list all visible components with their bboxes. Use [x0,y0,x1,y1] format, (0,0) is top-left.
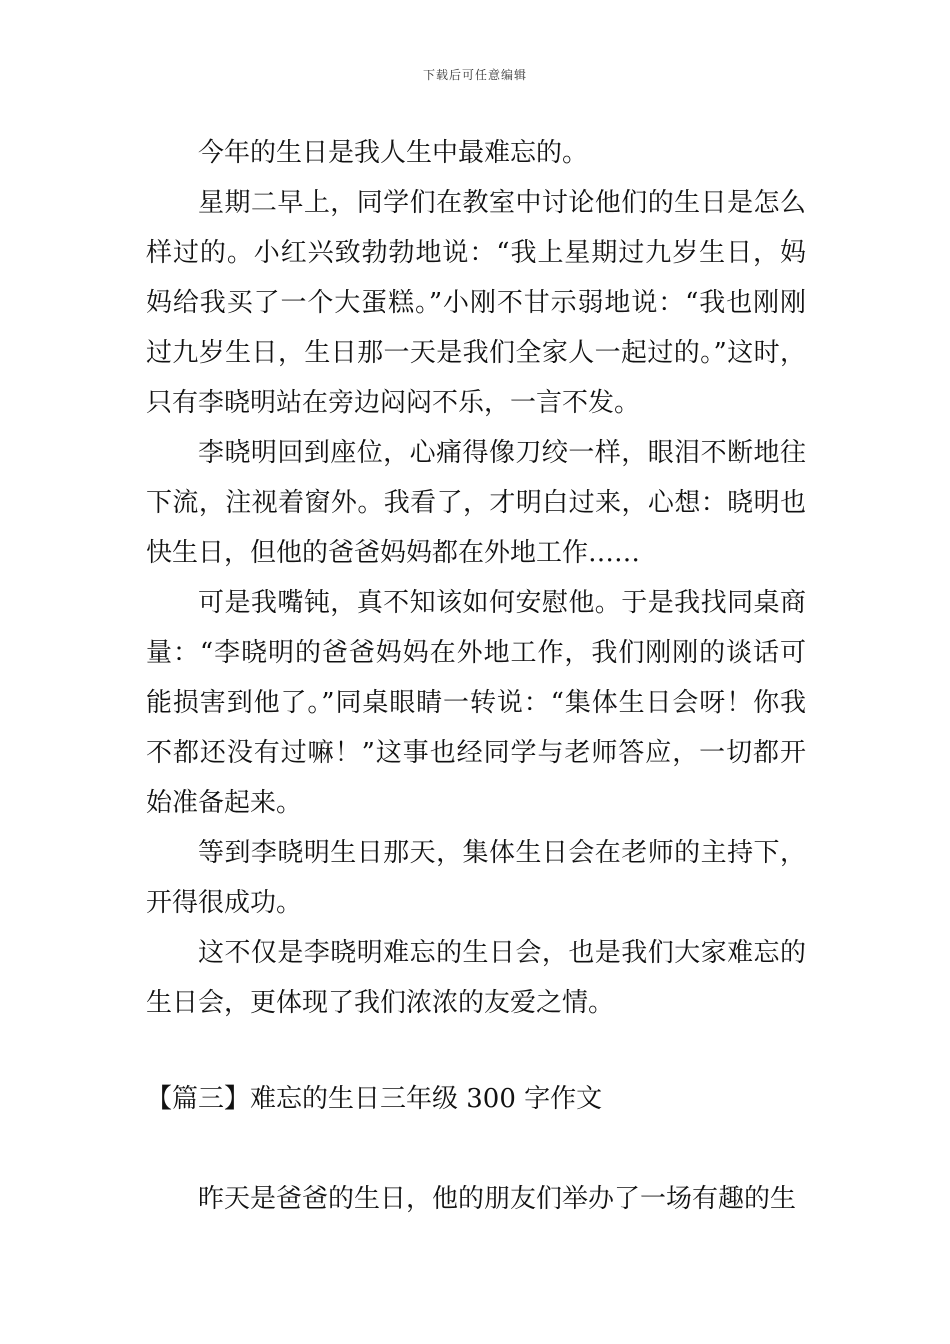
paragraph-2: 星期二早上，同学们在教室中讨论他们的生日是怎么样过的。小红兴致勃勃地说：“我上星期过九岁生日，妈妈给我买了一个大蛋糕。”小刚不甘示弱地说：“我也刚刚过九岁生日，生日那一天是我们全家人一起过的。”这时，只有李晓明站在旁边闷闷不乐，一言不发。 [146,188,806,418]
paragraph-6: 这不仅是李晓明难忘的生日会，也是我们大家难忘的生日会，更体现了我们浓浓的友爱之情。 [146,938,806,1018]
section-title: 【篇三】难忘的生日三年级 300 字作文 [146,1084,603,1114]
paragraph-5: 等到李晓明生日那天，集体生日会在老师的主持下，开得很成功。 [146,838,806,918]
document-body [146,128,806,1224]
paragraph-4: 可是我嘴钝，真不知该如何安慰他。于是我找同桌商量：“李晓明的爸爸妈妈在外地工作，我们刚刚的谈话可能损害到他了。”同桌眼睛一转说：“集体生日会呀！你我不都还没有过嘛！”这事也经同学与老师答应，一切都开始准备起来。 [146,588,806,818]
paragraph-1: 今年的生日是我人生中最难忘的。 [198,138,589,168]
paragraph-7: 昨天是爸爸的生日，他的朋友们举办了一场有趣的生 [198,1184,797,1214]
paragraph-3: 李晓明回到座位，心痛得像刀绞一样，眼泪不断地往下流，注视着窗外。我看了，才明白过来，心想：晓明也快生日，但他的爸爸妈妈都在外地工作…… [146,438,806,568]
page-header-note: 下载后可任意编辑 [422,68,527,82]
